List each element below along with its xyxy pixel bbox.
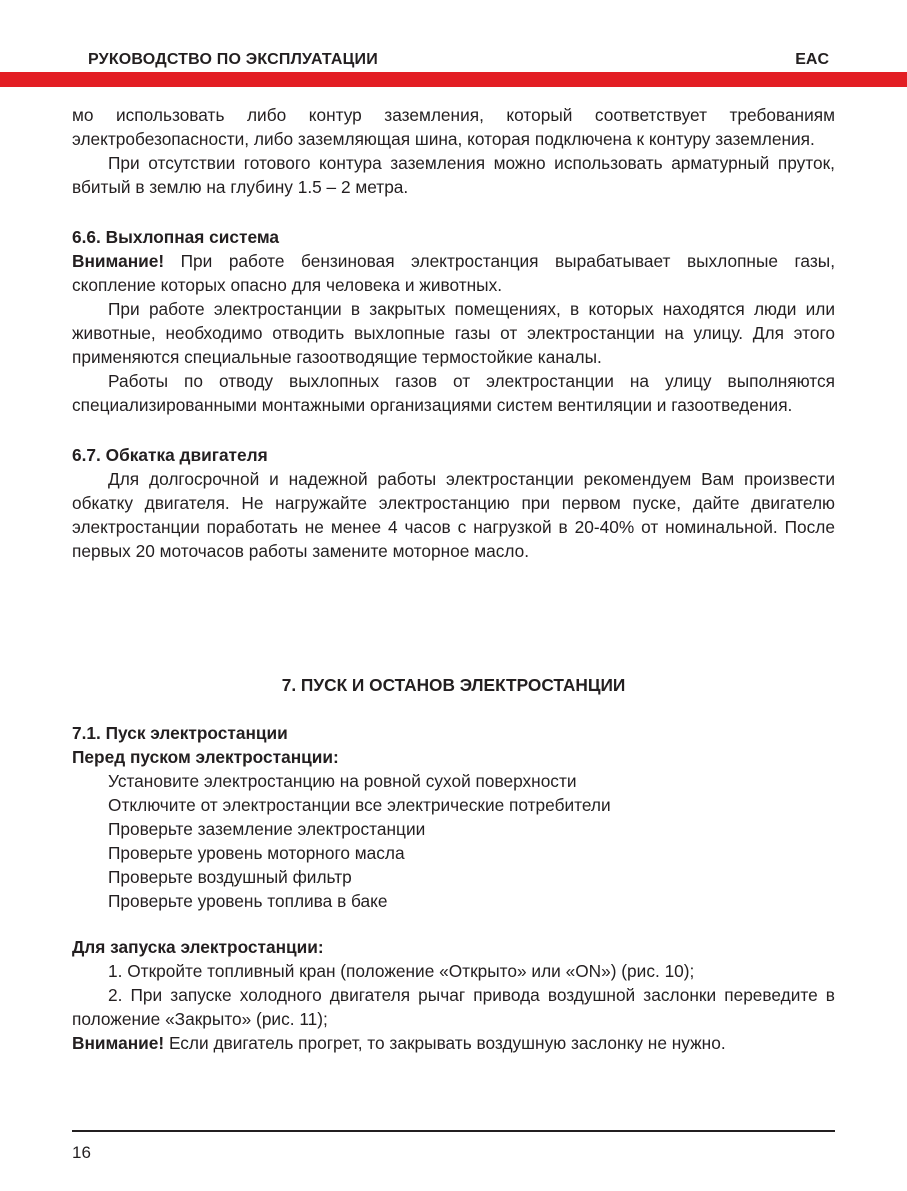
start-warning	[72, 1031, 835, 1055]
exhaust-paragraph-2: При работе электростанции в закрытых помещениях, в которых находятся люди или животные, необходимо отводить выхлопные газы от электростанции на улицу. Для этого применяются специальные газоотводящие термостойкие каналы.	[72, 299, 835, 367]
list-item: Отключите от электростанции все электрические потребители	[108, 795, 611, 815]
manual-title: РУКОВОДСТВО ПО ЭКСПЛУАТАЦИИ	[88, 51, 378, 68]
start-step-2: 2. При запуске холодного двигателя рычаг привода воздушной заслонки переведите в положение «Закрыто» (рис. 11);	[72, 985, 835, 1029]
before-start-heading: Перед пуском электростанции:	[72, 747, 339, 767]
warning-label: Внимание!	[72, 251, 165, 271]
grounding-paragraph-1: мо использовать либо контур заземления, который соответствует требованиям электробезопасности, либо заземляющая шина, которая подключена к контуру заземления.	[72, 105, 835, 149]
list-item: Проверьте уровень топлива в баке	[108, 891, 388, 911]
list-item: Установите электростанцию на ровной сухой поверхности	[108, 771, 577, 791]
warning-text: Если двигатель прогрет, то закрывать воздушную заслонку не нужно.	[164, 1033, 726, 1053]
warning-label: Внимание!	[72, 1033, 165, 1053]
pre-start-checklist	[72, 769, 835, 913]
exhaust-paragraph-3: Работы по отводу выхлопных газов от электростанции на улицу выполняются специализированными монтажными организациями систем вентиляции и газоотведения.	[72, 371, 835, 415]
eac-mark: EAC	[795, 51, 829, 68]
footer-rule	[72, 1130, 835, 1132]
page-number: 16	[72, 1143, 91, 1162]
start-step-1: 1. Откройте топливный кран (положение «Открыто» или «ON») (рис. 10);	[108, 961, 695, 981]
warning-text: При работе бензиновая электростанция вырабатывает выхлопные газы, скопление которых опасно для человека и животных.	[72, 251, 835, 295]
list-item: Проверьте уровень моторного масла	[108, 843, 405, 863]
list-item: Проверьте воздушный фильтр	[108, 867, 352, 887]
break-in-paragraph: Для долгосрочной и надежной работы электростанции рекомендуем Вам произвести обкатку двигателя. Не нагружайте электростанцию при первом пуске, дайте двигателю электростанции поработать не менее 4 часов с нагрузкой в 20-40% от номинальной. После первых 20 моточасов работы замените моторное масло.	[72, 469, 835, 561]
grounding-paragraph-2: При отсутствии готового контура заземления можно использовать арматурный пруток, вбитый в землю на глубину 1.5 – 2 метра.	[72, 153, 835, 197]
section-heading-6-7: 6.7. Обкатка двигателя	[72, 445, 268, 465]
header-accent-band	[0, 72, 907, 87]
section-heading-6-6: 6.6. Выхлопная система	[72, 227, 280, 247]
exhaust-warning	[72, 249, 835, 297]
section-heading-7-1: 7.1. Пуск электростанции	[72, 723, 288, 743]
start-procedure-heading: Для запуска электростанции:	[72, 937, 324, 957]
page-content	[72, 103, 835, 1055]
chapter-title: 7. ПУСК И ОСТАНОВ ЭЛЕКТРОСТАНЦИИ	[281, 675, 626, 695]
list-item: Проверьте заземление электростанции	[108, 819, 426, 839]
